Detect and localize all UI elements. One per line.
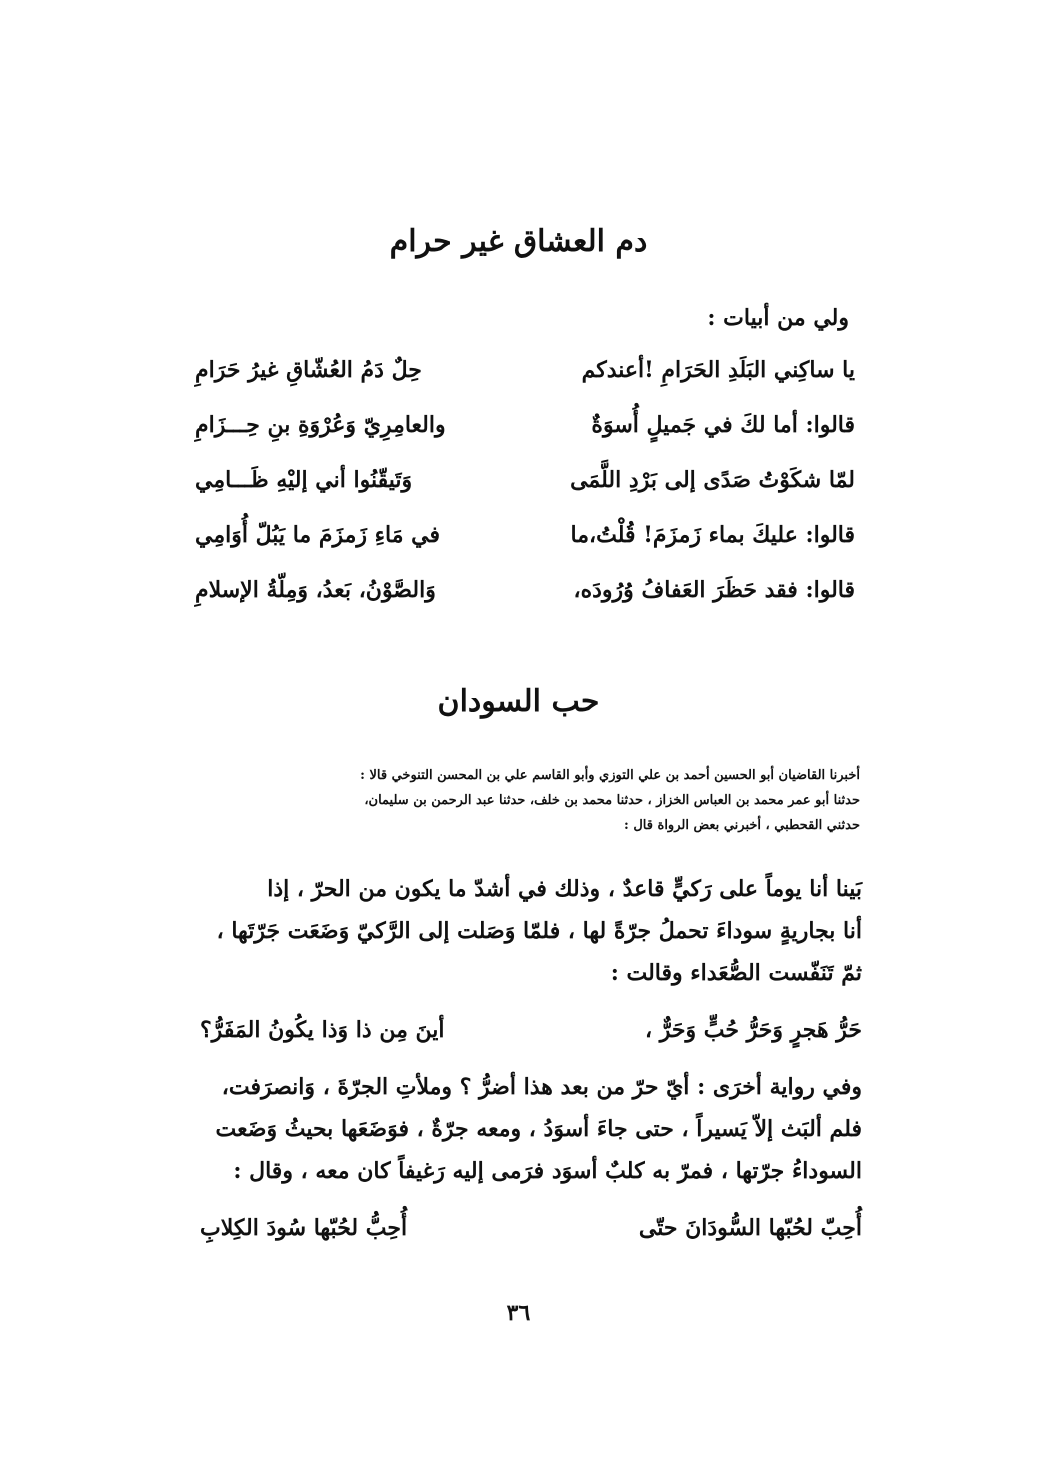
prose-line: بَينا أنا يوماً على رَكيٍّ قاعدٌ ، وذلك في أشدّ ما يكون من الحرّ ، إذا bbox=[267, 876, 862, 902]
verse-black-dogs bbox=[200, 1208, 862, 1252]
second-hemistich: في مَاءِ زَمزَمَ ما يَبُلّ أُوَامِي bbox=[195, 522, 441, 548]
section-title-love-of-black: حب السودان bbox=[437, 684, 600, 719]
second-hemistich: أُحِبُّ لحُبّها سُودَ الكِلابِ bbox=[200, 1215, 408, 1241]
isnad-chain bbox=[160, 763, 860, 838]
verses-intro: ولي من أبيات : bbox=[707, 305, 849, 331]
first-hemistich: حَرُّ هَجرٍ وَحَرُّ حُبٍّ وَحَرٌّ ، bbox=[644, 1017, 862, 1043]
prose-line: وفي رواية أخرَى : أيّ حرّ من بعد هذا أضرُّ ؟ وملأتِ الجرّةَ ، وَانصرَفت، bbox=[221, 1074, 862, 1100]
poem-block bbox=[195, 350, 855, 625]
isnad-line: حدثني القحطبي ، أخبرني بعض الرواة قال : bbox=[624, 818, 860, 833]
first-hemistich: يا ساكِني البَلَدِ الحَرَامِ !أعندكم bbox=[581, 357, 855, 383]
first-hemistich: قالوا: أما لكَ في جَميلٍ أُسوَةٌ bbox=[591, 412, 855, 438]
prose-line: السوداءُ جرّتها ، فمرّ به كلبٌ أسوَد فرَمى إليه رَغيفاً كان معه ، وقال : bbox=[233, 1158, 862, 1184]
second-hemistich: وَتَيقّنُوا أني إليْهِ ظَـــامِي bbox=[195, 467, 413, 493]
isnad-line: حدثنا أبو عمر محمد بن العباس الخزاز ، حدثنا محمد بن خلف، حدثنا عبد الرحمن بن سليمان، bbox=[364, 793, 860, 808]
prose-line: فلم ألبَث إلاّ يَسيراً ، حتى جاءَ أسوَدُ ، ومعه جرّةٌ ، فوَضَعَها بحيثُ وَضَعت bbox=[215, 1116, 862, 1142]
narrative-paragraph-2 bbox=[160, 1066, 862, 1192]
isnad-line: أخبرنا القاضيان أبو الحسين أحمد بن علي التوزي وأبو القاسم علي بن المحسن التنوخي قالا : bbox=[360, 768, 860, 783]
poem-line bbox=[195, 570, 855, 625]
first-hemistich: لمّا شكَوْتُ صَدًى إلى بَرْدِ اللَّمَى bbox=[570, 467, 855, 493]
verse-heat bbox=[200, 1010, 862, 1054]
second-hemistich: حِلٌ دَمُ العُشّاقِ غيرُ حَرَامِ bbox=[195, 357, 422, 383]
first-hemistich: قالوا: عليكَ بماء زَمزَمَ! قُلْتُ،ما bbox=[570, 522, 855, 548]
poem-line bbox=[195, 515, 855, 570]
poem-line bbox=[195, 405, 855, 460]
poem-line bbox=[195, 350, 855, 405]
narrative-paragraph-1 bbox=[160, 868, 862, 994]
second-hemistich: والعامِرِيّ وَعُرْوَةِ بنِ حِـــزَامِ bbox=[195, 412, 446, 438]
poem-line bbox=[195, 460, 855, 515]
second-hemistich: أينَ مِن ذا وَذا يكُونُ المَفَرُّ؟ bbox=[200, 1017, 445, 1043]
first-hemistich: قالوا: فقد حَظَرَ العَفافُ وُرُودَه، bbox=[573, 577, 855, 603]
page-number: ٣٦ bbox=[506, 1300, 531, 1326]
second-hemistich: وَالصَّوْنُ، بَعدُ، وَمِلّةُ الإسلامِ bbox=[195, 577, 436, 603]
prose-line: أنا بجاريةٍ سوداءَ تحملُ جرّةً لها ، فلمّا وَصَلت إلى الرَّكيّ وَضَعَت جَرّتَها ، bbox=[216, 918, 862, 944]
prose-line: ثمّ تَنَفّست الصُّعَداء وقالت : bbox=[610, 960, 862, 986]
section-title-blood-of-lovers: دم العشاق غير حرام bbox=[389, 224, 648, 259]
first-hemistich: أُحِبّ لحُبّها السُّودَانَ حتّى bbox=[638, 1215, 862, 1241]
